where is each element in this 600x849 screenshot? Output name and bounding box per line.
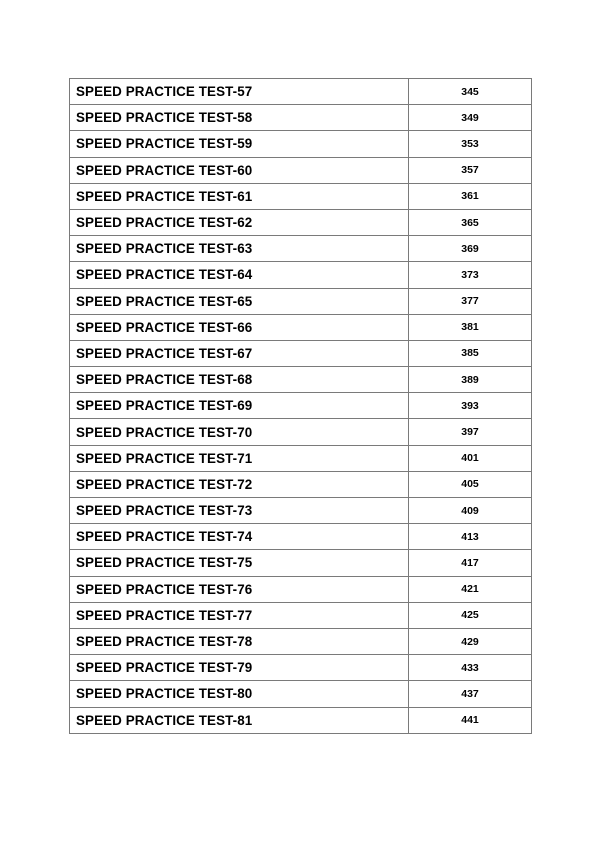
table-of-contents: [69, 78, 532, 734]
test-title: SPEED PRACTICE TEST-64: [70, 262, 409, 288]
table-row[interactable]: [70, 262, 532, 288]
page-number: 425: [409, 602, 532, 628]
toc-body: [70, 79, 532, 734]
page-number: 441: [409, 707, 532, 733]
table-row[interactable]: [70, 524, 532, 550]
table-row[interactable]: [70, 707, 532, 733]
test-title: SPEED PRACTICE TEST-74: [70, 524, 409, 550]
page-number: 369: [409, 236, 532, 262]
page-number: 373: [409, 262, 532, 288]
table-row[interactable]: [70, 419, 532, 445]
page-number: 349: [409, 105, 532, 131]
page-number: 389: [409, 367, 532, 393]
table-row[interactable]: [70, 498, 532, 524]
page-number: 393: [409, 393, 532, 419]
page-number: 353: [409, 131, 532, 157]
test-title: SPEED PRACTICE TEST-71: [70, 445, 409, 471]
page-number: 429: [409, 628, 532, 654]
page-number: 437: [409, 681, 532, 707]
test-title: SPEED PRACTICE TEST-78: [70, 628, 409, 654]
table-row[interactable]: [70, 367, 532, 393]
page-number: 421: [409, 576, 532, 602]
test-title: SPEED PRACTICE TEST-66: [70, 314, 409, 340]
test-title: SPEED PRACTICE TEST-65: [70, 288, 409, 314]
test-title: SPEED PRACTICE TEST-59: [70, 131, 409, 157]
page-number: 433: [409, 655, 532, 681]
page-number: 401: [409, 445, 532, 471]
test-title: SPEED PRACTICE TEST-77: [70, 602, 409, 628]
page-number: 413: [409, 524, 532, 550]
test-title: SPEED PRACTICE TEST-63: [70, 236, 409, 262]
page-number: 345: [409, 79, 532, 105]
table-row[interactable]: [70, 628, 532, 654]
test-title: SPEED PRACTICE TEST-60: [70, 157, 409, 183]
test-title: SPEED PRACTICE TEST-81: [70, 707, 409, 733]
test-title: SPEED PRACTICE TEST-70: [70, 419, 409, 445]
test-title: SPEED PRACTICE TEST-62: [70, 209, 409, 235]
page-number: 361: [409, 183, 532, 209]
test-title: SPEED PRACTICE TEST-80: [70, 681, 409, 707]
table-row[interactable]: [70, 209, 532, 235]
test-title: SPEED PRACTICE TEST-72: [70, 471, 409, 497]
table-row[interactable]: [70, 314, 532, 340]
test-title: SPEED PRACTICE TEST-57: [70, 79, 409, 105]
page-number: 357: [409, 157, 532, 183]
table-row[interactable]: [70, 105, 532, 131]
table-row[interactable]: [70, 445, 532, 471]
test-title: SPEED PRACTICE TEST-68: [70, 367, 409, 393]
test-title: SPEED PRACTICE TEST-75: [70, 550, 409, 576]
test-title: SPEED PRACTICE TEST-67: [70, 340, 409, 366]
test-title: SPEED PRACTICE TEST-58: [70, 105, 409, 131]
test-title: SPEED PRACTICE TEST-76: [70, 576, 409, 602]
page-number: 405: [409, 471, 532, 497]
page-number: 397: [409, 419, 532, 445]
table-row[interactable]: [70, 393, 532, 419]
table-row[interactable]: [70, 157, 532, 183]
table-row[interactable]: [70, 79, 532, 105]
test-title: SPEED PRACTICE TEST-61: [70, 183, 409, 209]
table-row[interactable]: [70, 236, 532, 262]
table-row[interactable]: [70, 576, 532, 602]
page-number: 409: [409, 498, 532, 524]
table-row[interactable]: [70, 183, 532, 209]
table-row[interactable]: [70, 681, 532, 707]
table-row[interactable]: [70, 288, 532, 314]
page-number: 385: [409, 340, 532, 366]
table-row[interactable]: [70, 340, 532, 366]
table-row[interactable]: [70, 471, 532, 497]
page-number: 417: [409, 550, 532, 576]
table-row[interactable]: [70, 602, 532, 628]
test-title: SPEED PRACTICE TEST-73: [70, 498, 409, 524]
table-row[interactable]: [70, 550, 532, 576]
test-title: SPEED PRACTICE TEST-79: [70, 655, 409, 681]
table-row[interactable]: [70, 655, 532, 681]
page-number: 365: [409, 209, 532, 235]
test-title: SPEED PRACTICE TEST-69: [70, 393, 409, 419]
table-row[interactable]: [70, 131, 532, 157]
page-number: 377: [409, 288, 532, 314]
page-number: 381: [409, 314, 532, 340]
